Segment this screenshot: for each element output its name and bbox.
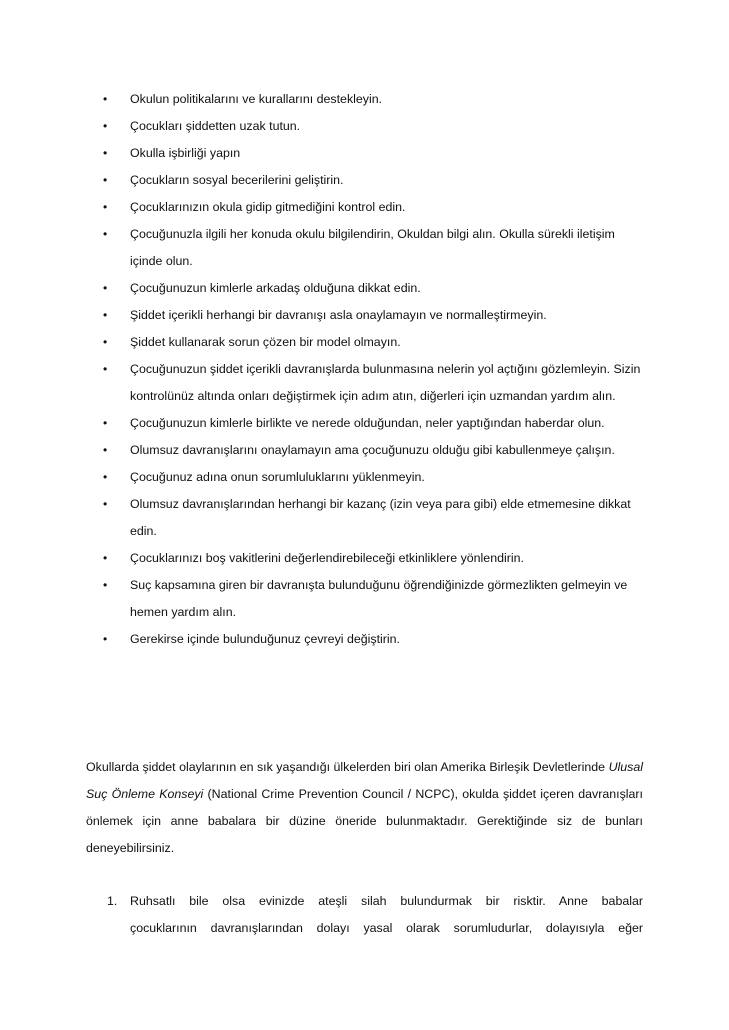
bullet-item: [0, 545, 729, 572]
paragraph-text-after: (National Crime Prevention Council / NCPC), okulda şiddet içeren davranışları önlemek için anne babalara bir düzine öneride bulunmaktadır. Gerektiğinde siz de bunları deneyebilirsiniz.: [86, 787, 644, 855]
paragraph-text-before: Okullarda şiddet olaylarının en sık yaşandığı ülkelerden biri olan Amerika Birleşik Devletlerinde: [86, 760, 609, 774]
bullet-icon: •: [103, 146, 108, 160]
bullet-icon: •: [103, 443, 108, 457]
numbered-item: [0, 888, 729, 915]
bullet-text: Çocuğunuzla ilgili her konuda okulu bilgilendirin, Okuldan bilgi alın. Okulla sürekli iletişim içinde olun.: [130, 227, 615, 268]
bullet-text: Şiddet içerikli herhangi bir davranışı asla onaylamayın ve normalleştirmeyin.: [130, 308, 547, 322]
bullet-icon: •: [103, 173, 108, 187]
bullet-icon: •: [103, 119, 108, 133]
bullet-icon: •: [103, 551, 108, 565]
bullet-icon: •: [103, 470, 108, 484]
bullet-text: Suç kapsamına giren bir davranışta bulunduğunu öğrendiğinizde görmezlikten gelmeyin ve hemen yardım alın.: [130, 578, 628, 619]
bullet-text: Okulla işbirliği yapın: [130, 146, 241, 160]
bullet-item: [0, 464, 729, 491]
bullet-text: Çocuklarınızın okula gidip gitmediğini kontrol edin.: [130, 200, 406, 214]
bullet-icon: •: [103, 416, 108, 430]
bullet-item: [0, 491, 729, 545]
bullet-icon: •: [103, 281, 108, 295]
bullet-text: Gerekirse içinde bulunduğunuz çevreyi değiştirin.: [130, 632, 400, 646]
bullet-item: [0, 572, 729, 626]
numbered-item-line-1: Ruhsatlı bile olsa evinizde ateşli silah bulundurmak bir risktir. Anne babalar: [130, 894, 643, 908]
numbered-item-continuation: [0, 915, 729, 942]
bullet-item: [0, 437, 729, 464]
bullet-item: [0, 329, 729, 356]
bullet-icon: •: [103, 632, 108, 646]
bullet-text: Olumsuz davranışlarını onaylamayın ama çocuğunuzu olduğu gibi kabullenmeye çalışın.: [130, 443, 615, 457]
bullet-icon: •: [103, 308, 108, 322]
bullet-item: [0, 167, 729, 194]
bullet-text: Çocuğunuzun kimlerle birlikte ve nerede olduğundan, neler yaptığından haberdar olun.: [130, 416, 605, 430]
bullet-icon: •: [103, 227, 108, 241]
bullet-text: Çocuklarınızı boş vakitlerini değerlendirebileceği etkinliklere yönlendirin.: [130, 551, 524, 565]
bullet-item: [0, 410, 729, 437]
numbered-item-line-2: çocuklarının davranışlarından dolayı yasal olarak sorumludurlar, dolayısıyla eğer: [130, 921, 643, 935]
bullet-text: Çocukların sosyal becerilerini geliştirin.: [130, 173, 344, 187]
bullet-text: Çocuğunuz adına onun sorumluluklarını yüklenmeyin.: [130, 470, 425, 484]
bullet-icon: •: [103, 362, 108, 376]
bullet-item: [0, 275, 729, 302]
ncpc-paragraph: [86, 754, 643, 862]
bullet-text: Şiddet kullanarak sorun çözen bir model olmayın.: [130, 335, 401, 349]
bullet-item: [0, 221, 729, 275]
bullet-item: [0, 302, 729, 329]
bullet-item: [0, 86, 729, 113]
bullet-item: [0, 194, 729, 221]
bullet-item: [0, 113, 729, 140]
bullet-text: Olumsuz davranışlarından herhangi bir kazanç (izin veya para gibi) elde etmemesine dikkat edin.: [130, 497, 631, 538]
bullet-icon: •: [103, 578, 108, 592]
bullet-icon: •: [103, 335, 108, 349]
bullet-icon: •: [103, 200, 108, 214]
numbered-list: [0, 888, 729, 942]
bullet-item: [0, 140, 729, 167]
bullet-list: [0, 86, 729, 653]
bullet-text: Okulun politikalarını ve kurallarını destekleyin.: [130, 92, 383, 106]
bullet-text: Çocukları şiddetten uzak tutun.: [130, 119, 301, 133]
item-number: 1.: [107, 894, 118, 908]
paragraph-italic-council-name: Ulusal Suç Önleme Konseyi: [86, 760, 643, 801]
bullet-item: [0, 356, 729, 410]
bullet-icon: •: [103, 92, 108, 106]
bullet-item: [0, 626, 729, 653]
bullet-icon: •: [103, 497, 108, 511]
bullet-text: Çocuğunuzun kimlerle arkadaş olduğuna dikkat edin.: [130, 281, 421, 295]
bullet-text: Çocuğunuzun şiddet içerikli davranışlarda bulunmasına nelerin yol açtığını gözlemleyin. Sizin kontrolünüz altında onları değiştirmek için adım atın, diğerleri için uzmandan yardım alın.: [130, 362, 641, 403]
